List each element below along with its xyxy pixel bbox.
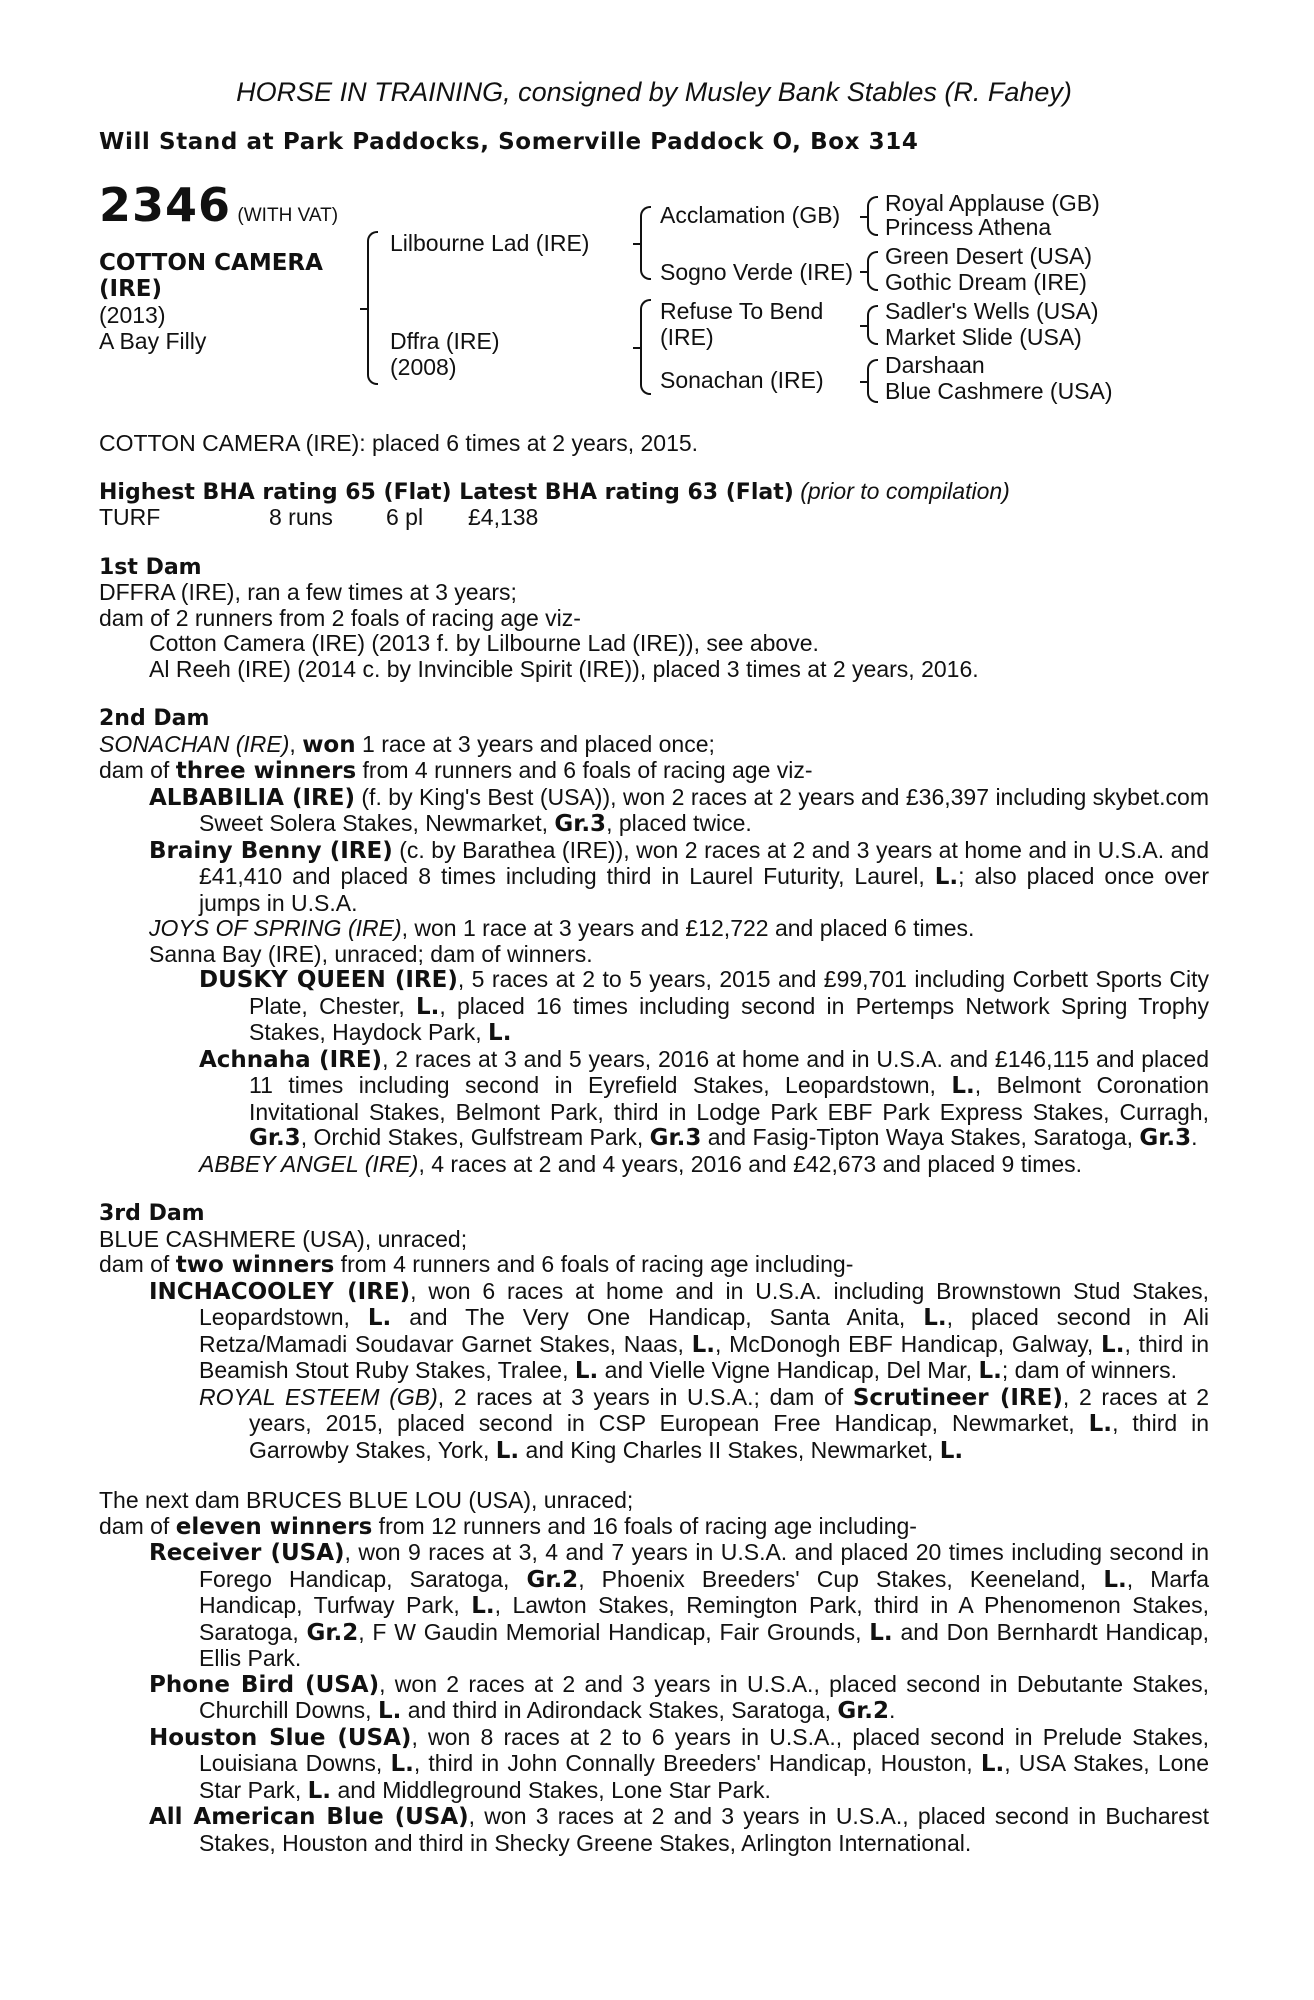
pedigree-brace	[867, 251, 878, 291]
pedigree-brace	[367, 231, 378, 385]
progeny-entry: Sanna Bay (IRE), unraced; dam of winners.	[149, 940, 593, 967]
page-title: HORSE IN TRAINING, consigned by Musley Bank Stables (R. Fahey)	[236, 77, 1072, 107]
progeny-entry: Houston Slue (USA), won 8 races at 2 to 6 years in U.S.A., placed second in Prelude Stakes, Louisiana Downs, L., third in John Connally Breeders' Handicap, Houston, L., USA Stakes, Lone Star Park, L. and Middleground Stakes, Lone Star Park.	[149, 1723, 1209, 1804]
great-grandparent: Darshaan	[885, 352, 985, 378]
lot-number-line	[99, 178, 339, 232]
pedigree-brace	[640, 206, 651, 280]
progeny-entry: Brainy Benny (IRE) (c. by Barathea (IRE)), won 2 races at 2 and 3 years at home and in U.S.A. and £41,410 and placed 8 times including third in Laurel Futurity, Laurel, L.; also placed once over jumps in U.S.A.	[149, 836, 1209, 916]
runs: 8 runs	[269, 504, 333, 530]
progeny-entry: Cotton Camera (IRE) (2013 f. by Lilbourne Lad (IRE)), see above.	[149, 630, 819, 656]
ratings-section	[99, 479, 1209, 531]
progeny-entry: JOYS OF SPRING (IRE), won 1 race at 3 years and £12,722 and placed 6 times.	[149, 915, 975, 941]
earnings: £4,138	[468, 504, 539, 530]
first-dam-section	[99, 555, 1209, 683]
pedigree-brace	[867, 359, 878, 403]
catalogue-page	[99, 77, 1210, 1856]
pedigree-brace	[867, 305, 878, 345]
dam-line: SONACHAN (IRE), won 1 race at 3 years and placed once;	[99, 730, 715, 758]
sire-sire: Acclamation (GB)	[660, 202, 841, 228]
stand-location: Will Stand at Park Paddocks, Somerville Paddock O, Box 314	[99, 128, 919, 155]
horse-name-suffix: (IRE)	[99, 276, 163, 302]
progeny-entry: Phone Bird (USA), won 2 races at 2 and 3 years in U.S.A., placed second in Debutante Stakes, Churchill Downs, L. and third in Adirondack Stakes, Saratoga, Gr.2.	[149, 1670, 1209, 1724]
progeny-entry: Achnaha (IRE), 2 races at 3 and 5 years, 2016 at home and in U.S.A. and £146,115 and placed 11 times including second in Eyrefield Stakes, Leopardstown, L., Belmont Coronation Invitational Stakes, Belmont Park, third in Lodge Park EBF Park Express Stakes, Curragh, Gr.3, Orchid Stakes, Gulfstream Park, Gr.3 and Fasig-Tipton Waya Stakes, Saratoga, Gr.3.	[199, 1045, 1209, 1151]
pedigree-brace	[640, 299, 651, 395]
dam: Dffra (IRE)	[390, 328, 500, 354]
progeny-entry: ABBEY ANGEL (IRE), 4 races at 2 and 4 years, 2016 and £42,673 and placed 9 times.	[199, 1150, 1083, 1177]
vat-note: (WITH VAT)	[237, 205, 339, 226]
pedigree-brace	[867, 196, 878, 236]
second-dam-section	[99, 706, 1209, 1177]
bha-ratings: Highest BHA rating 65 (Flat) Latest BHA rating 63 (Flat)	[99, 479, 794, 505]
surface-label: TURF	[99, 504, 161, 530]
sire-dam: Sogno Verde (IRE)	[660, 259, 854, 285]
great-grandparent: Princess Athena	[885, 214, 1052, 240]
turf-record	[99, 505, 1209, 531]
foal-year: (2013)	[99, 302, 166, 328]
dam-sire: Refuse To Bend	[660, 298, 824, 324]
progeny-entry: INCHACOOLEY (IRE), won 6 races at home and in U.S.A. including Brownstown Stud Stakes, Leopardstown, L. and The Very One Handicap, Santa Anita, L., placed second in Ali Retza/Mamadi Soudavar Garnet Stakes, Naas, L., McDonogh EBF Handicap, Galway, L., third in Beamish Stout Ruby Stakes, Tralee, L. and Vielle Vigne Handicap, Del Mar, L.; dam of winners.	[149, 1277, 1209, 1384]
sire: Lilbourne Lad (IRE)	[390, 230, 590, 256]
dam-year: (2008)	[390, 354, 457, 380]
progeny-entry: DUSKY QUEEN (IRE), 5 races at 2 to 5 years, 2015 and £99,701 including Corbett Sports City Plate, Chester, L., placed 16 times including second in Pertemps Network Spring Trophy Stakes, Haydock Park, L.	[199, 966, 1209, 1046]
produce-line: dam of two winners from 4 runners and 6 foals of racing age including-	[99, 1251, 854, 1278]
produce-line: dam of eleven winners from 12 runners and 16 foals of racing age including-	[99, 1512, 917, 1540]
progeny-entry: Al Reeh (IRE) (2014 c. by Invincible Spirit (IRE)), placed 3 times at 2 years, 2016.	[149, 655, 979, 682]
dam-dam: Sonachan (IRE)	[660, 367, 824, 393]
progeny-entry: ALBABILIA (IRE) (f. by King's Best (USA)), won 2 races at 2 years and £36,397 including skybet.com Sweet Solera Stakes, Newmarket, Gr.3, placed twice.	[149, 783, 1209, 837]
progeny-entry: ROYAL ESTEEM (GB), 2 races at 3 years in U.S.A.; dam of Scrutineer (IRE), 2 races at 2 years, 2015, placed second in CSP European Free Handicap, Newmarket, L., third in Garrowby Stakes, York, L. and King Charles II Stakes, Newmarket, L.	[199, 1383, 1209, 1464]
great-grandparent: Royal Applause (GB)	[885, 190, 1100, 216]
section-heading: 1st Dam	[99, 554, 202, 580]
dam-line: BLUE CASHMERE (USA), unraced;	[99, 1225, 468, 1252]
next-dam-section	[99, 1488, 1209, 1856]
dam-line: DFFRA (IRE), ran a few times at 3 years;	[99, 579, 517, 605]
dam-sire-suffix: (IRE)	[660, 324, 714, 350]
horse-description: A Bay Filly	[99, 328, 207, 354]
section-heading: 3rd Dam	[99, 1201, 205, 1226]
horse-name: COTTON CAMERA	[99, 250, 323, 276]
race-summary: COTTON CAMERA (IRE): placed 6 times at 2 years, 2015.	[99, 430, 699, 456]
placings: 6 pl	[386, 504, 424, 530]
dam-line: The next dam BRUCES BLUE LOU (USA), unraced;	[99, 1487, 634, 1513]
great-grandparent: Green Desert (USA)	[885, 243, 1093, 269]
progeny-entry: Receiver (USA), won 9 races at 3, 4 and 7 years in U.S.A. and placed 20 times including second in Forego Handicap, Saratoga, Gr.2, Phoenix Breeders' Cup Stakes, Keeneland, L., Marfa Handicap, Turfway Park, L., Lawton Stakes, Remington Park, third in A Phenomenon Stakes, Saratoga, Gr.2, F W Gaudin Memorial Handicap, Fair Grounds, L. and Don Bernhardt Handicap, Ellis Park.	[149, 1539, 1210, 1671]
ratings-note: (prior to compilation)	[800, 477, 1010, 504]
progeny-entry: All American Blue (USA), won 3 races at 2 and 3 years in U.S.A., placed second in Bucharest Stakes, Houston and third in Shecky Greene Stakes, Arlington International.	[149, 1803, 1209, 1856]
lot-number: 2346	[99, 178, 232, 232]
pedigree-block	[99, 178, 1209, 431]
great-grandparent: Market Slide (USA)	[885, 324, 1082, 350]
great-grandparent: Blue Cashmere (USA)	[885, 378, 1113, 404]
section-heading: 2nd Dam	[99, 706, 210, 731]
great-grandparent: Sadler's Wells (USA)	[885, 298, 1099, 324]
produce-line: dam of 2 runners from 2 foals of racing age viz-	[99, 604, 581, 631]
ratings-line	[99, 479, 1209, 506]
produce-line: dam of three winners from 4 runners and 6 foals of racing age viz-	[99, 757, 813, 784]
great-grandparent: Gothic Dream (IRE)	[885, 269, 1087, 295]
third-dam-section	[99, 1201, 1209, 1464]
